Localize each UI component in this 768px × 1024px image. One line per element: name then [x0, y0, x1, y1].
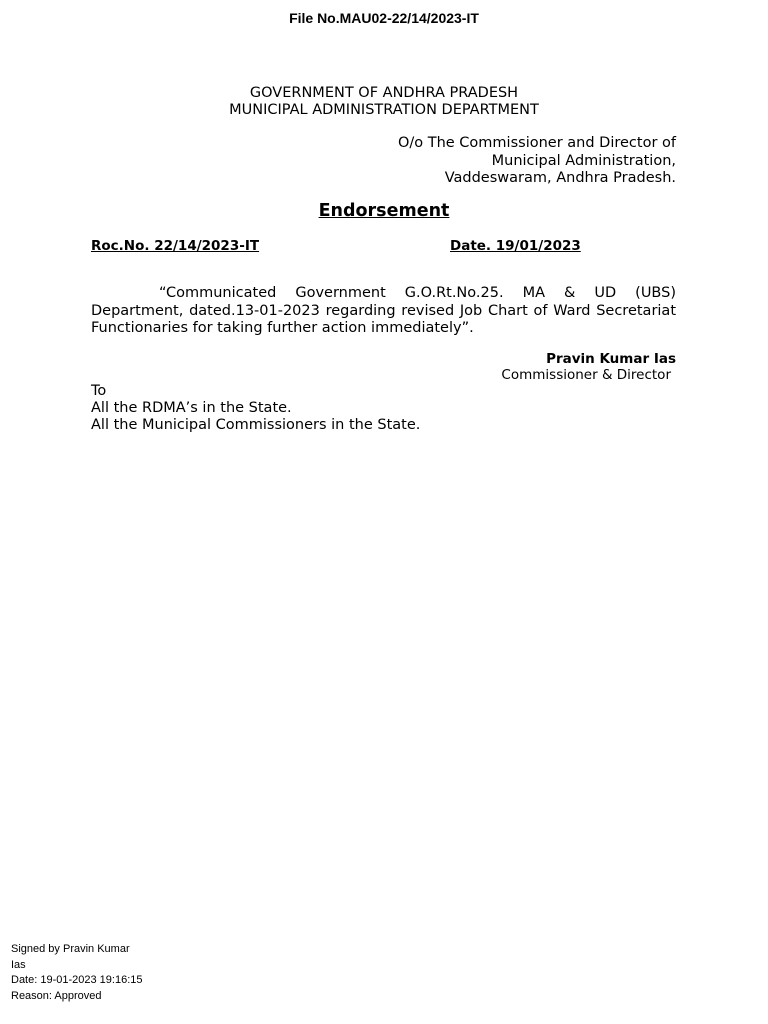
- recipients-to: To: [91, 383, 107, 399]
- government-heading: [0, 85, 768, 119]
- endorsement-body: “Communicated Government G.O.Rt.No.25. MA & UD (UBS) Department, dated.13-01-2023 regarding revised Job Chart of Ward Secretariat Functionaries for taking further action immediately”.: [91, 285, 676, 336]
- signatory-name: Pravin Kumar Ias: [546, 351, 676, 367]
- roc-number: Roc.No. 22/14/2023-IT: [91, 238, 260, 254]
- document-title: Endorsement: [318, 201, 450, 221]
- recipients-block: [91, 383, 420, 434]
- office-line-1: O/o The Commissioner and Director of: [397, 135, 676, 151]
- recipient-rdma: All the RDMA’s in the State.: [91, 400, 292, 416]
- digital-signature-stamp: [11, 942, 143, 1004]
- department-name: MUNICIPAL ADMINISTRATION DEPARTMENT: [229, 102, 539, 118]
- office-line-3: Vaddeswaram, Andhra Pradesh.: [444, 170, 676, 186]
- file-number: File No.MAU02-22/14/2023-IT: [289, 10, 479, 26]
- signatory-title: Commissioner & Director: [501, 367, 671, 383]
- office-address: [398, 135, 676, 188]
- signed-by-cont: Ias: [11, 958, 26, 971]
- government-name: GOVERNMENT OF ANDHRA PRADESH: [249, 85, 519, 101]
- signed-reason: Reason: Approved: [11, 989, 102, 1002]
- office-line-2: Municipal Administration,: [491, 152, 676, 169]
- document-date: Date. 19/01/2023: [450, 238, 581, 254]
- signed-date: Date: 19-01-2023 19:16:15: [11, 974, 143, 986]
- recipient-commissioners: All the Municipal Commissioners in the State.: [91, 417, 421, 433]
- signed-by: Signed by Pravin Kumar: [11, 943, 130, 955]
